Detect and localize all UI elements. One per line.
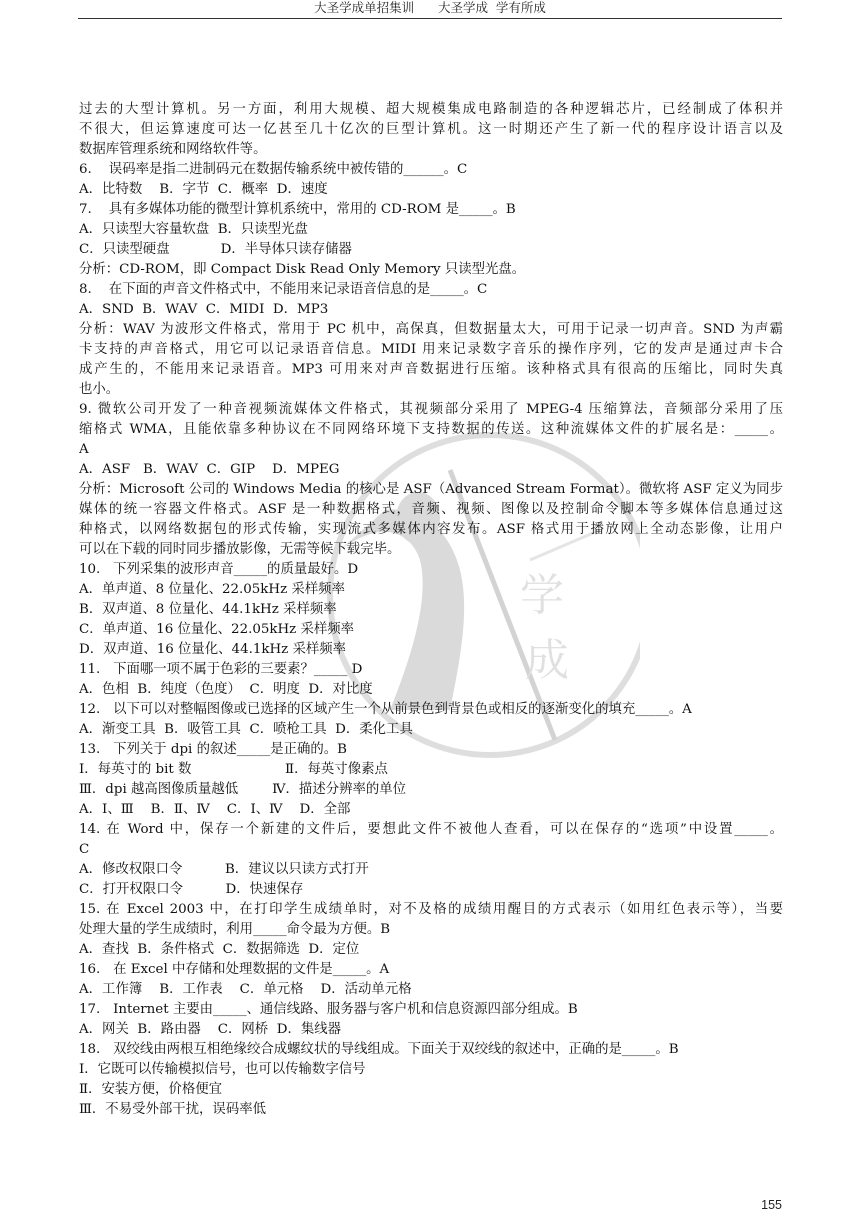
options-6: A．比特数 B．字节 C．概率 D．速度 bbox=[79, 182, 328, 197]
question-10: 10. 下列采集的波形声音_____的质量最好。D bbox=[79, 562, 359, 577]
options-14-row1: A．修改权限口令 B．建议以只读方式打开 bbox=[79, 862, 369, 877]
analysis-7: 分析：CD-ROM，即 Compact Disk Read Only Memory 只读型光盘。 bbox=[79, 262, 526, 277]
option-10-b: B．双声道、8 位量化、44.1kHz 采样频率 bbox=[79, 602, 337, 617]
analysis-9: 可以在下载的同时同步播放影像，无需等候下载完毕。 bbox=[79, 542, 401, 557]
statement-18-2: Ⅱ．安装方便，价格便宜 bbox=[79, 1082, 223, 1097]
options-15: A．查找 B．条件格式 C．数据筛选 D．定位 bbox=[79, 942, 360, 957]
options-9: A．ASF B．WAV C．GIP D．MPEG bbox=[79, 462, 340, 477]
analysis-8: 卡支持的声音格式，用它可以记录语音信息。MIDI 用来记录数字音乐的操作序列，它的发声是通过声卡合 bbox=[79, 342, 783, 357]
question-7: 7. 具有多媒体功能的微型计算机系统中，常用的 CD-ROM 是_____。B bbox=[79, 202, 516, 217]
statements-13-row1: Ⅰ．每英寸的 bit 数 Ⅱ．每英寸像素点 bbox=[79, 762, 388, 777]
answer-14: C bbox=[79, 842, 90, 857]
question-13: 13. 下列关于 dpi 的叙述_____是正确的。B bbox=[79, 742, 348, 757]
statement-18-3: Ⅲ．不易受外部干扰，误码率低 bbox=[79, 1102, 266, 1117]
analysis-9: 媒体的统一容器文件格式。ASF 是一种数据格式，音频、视频、图像以及控制命令脚本等多媒体信息通过这 bbox=[79, 502, 783, 517]
question-15: 处理大量的学生成绩时，利用_____命令最为方便。B bbox=[79, 922, 391, 937]
question-17: 17. Internet 主要由_____、通信线路、服务器与客户机和信息资源四部分组成。B bbox=[79, 1002, 578, 1017]
question-9: 9. 微软公司开发了一种音视频流媒体文件格式，其视频部分采用了 MPEG-4 压缩算法，音频部分采用了压 bbox=[79, 402, 783, 417]
question-15: 15. 在 Excel 2003 中，在打印学生成绩单时，对不及格的成绩用醒目的方式表示（如用红色表示等），当要 bbox=[79, 902, 783, 917]
header-right-text: 大圣学成 学有所成 bbox=[437, 0, 546, 15]
options-8: A．SND B．WAV C．MIDI D．MP3 bbox=[79, 302, 329, 317]
question-18: 18. 双绞线由两根互相绝缘绞合成螺纹状的导线组成。下面关于双绞线的叙述中，正确的是_____。B bbox=[79, 1042, 679, 1057]
question-12: 12. 以下可以对整幅图像或已选择的区域产生一个从前景色到背景色或相反的逐渐变化的填充_____。A bbox=[79, 702, 692, 717]
question-14: 14. 在 Word 中，保存一个新建的文件后，要想此文件不被他人查看，可以在保存的“选项”中设置_____。 bbox=[79, 822, 783, 837]
analysis-8: 也小。 bbox=[79, 382, 120, 397]
question-9: 缩格式 WMA，且能依靠多种协议在不同网络环境下支持数据的传送。这种流媒体文件的扩展名是：_____。 bbox=[79, 422, 783, 437]
question-16: 16. 在 Excel 中存储和处理数据的文件是_____。A bbox=[79, 962, 390, 977]
question-8: 8. 在下面的声音文件格式中，不能用来记录语音信息的是_____。C bbox=[79, 282, 488, 297]
options-12: A．渐变工具 B．吸管工具 C．喷枪工具 D．柔化工具 bbox=[79, 722, 413, 737]
analysis-9: 种格式，以网络数据包的形式传输，实现流式多媒体内容发布。ASF 格式用于播放网上全动态影像，让用户 bbox=[79, 522, 783, 537]
document-body bbox=[79, 100, 783, 1120]
question-6: 6. 误码率是指二进制码元在数据传输系统中被传错的______。C bbox=[79, 162, 468, 177]
text-line: 不很大，但运算速度可达一亿甚至几十亿次的巨型计算机。这一时期还产生了新一代的程序设计语言以及 bbox=[79, 122, 783, 137]
option-10-d: D．双声道、16 位量化、44.1kHz 采样频率 bbox=[79, 642, 347, 657]
options-17: A．网关 B．路由器 C．网桥 D．集线器 bbox=[79, 1022, 342, 1037]
options-11: A．色相 B．纯度（色度） C．明度 D．对比度 bbox=[79, 682, 373, 697]
option-10-c: C．单声道、16 位量化、22.05kHz 采样频率 bbox=[79, 622, 355, 637]
page-number: 155 bbox=[761, 1198, 782, 1212]
options-13: A．Ⅰ、Ⅲ B．Ⅱ、Ⅳ C．Ⅰ、Ⅳ D．全部 bbox=[79, 802, 351, 817]
analysis-9: 分析：Microsoft 公司的 Windows Media 的核心是 ASF（Advanced Stream Format）。微软将 ASF 定义为同步 bbox=[79, 482, 783, 497]
answer-9: A bbox=[79, 442, 89, 457]
statement-18-1: Ⅰ．它既可以传输模拟信号，也可以传输数字信号 bbox=[79, 1062, 366, 1077]
question-11: 11. 下面哪一项不属于色彩的三要素？_____ D bbox=[79, 662, 363, 677]
page-header bbox=[0, 0, 860, 20]
text-line: 过去的大型计算机。另一方面，利用大规模、超大规模集成电路制造的各种逻辑芯片，已经制成了体积并 bbox=[79, 102, 783, 117]
options-16: A．工作簿 B．工作表 C．单元格 D．活动单元格 bbox=[79, 982, 412, 997]
header-left-text: 大圣学成单招集训 bbox=[314, 0, 415, 15]
analysis-8: 成产生的，不能用来记录语音。MP3 可用来对声音数据进行压缩。该种格式具有很高的压缩比，同时失真 bbox=[79, 362, 783, 377]
header-rule bbox=[78, 18, 782, 19]
statements-13-row2: Ⅲ．dpi 越高图像质量越低 Ⅳ．描述分辨率的单位 bbox=[79, 782, 407, 797]
options-7-row2: C．只读型硬盘 D．半导体只读存储器 bbox=[79, 242, 352, 257]
option-10-a: A．单声道、8 位量化、22.05kHz 采样频率 bbox=[79, 582, 345, 597]
watermark-glyph-xue: 学 bbox=[520, 570, 564, 621]
text-line: 数据库管理系统和网络软件等。 bbox=[79, 142, 267, 157]
options-7-row1: A．只读型大容量软盘 B．只读型光盘 bbox=[79, 222, 308, 237]
watermark-glyph-cheng: 成 bbox=[525, 635, 569, 686]
options-14-row2: C．打开权限口令 D．快速保存 bbox=[79, 882, 304, 897]
analysis-8: 分析：WAV 为波形文件格式，常用于 PC 机中，高保真，但数据量太大，可用于记录一切声音。SND 为声霸 bbox=[79, 322, 783, 337]
